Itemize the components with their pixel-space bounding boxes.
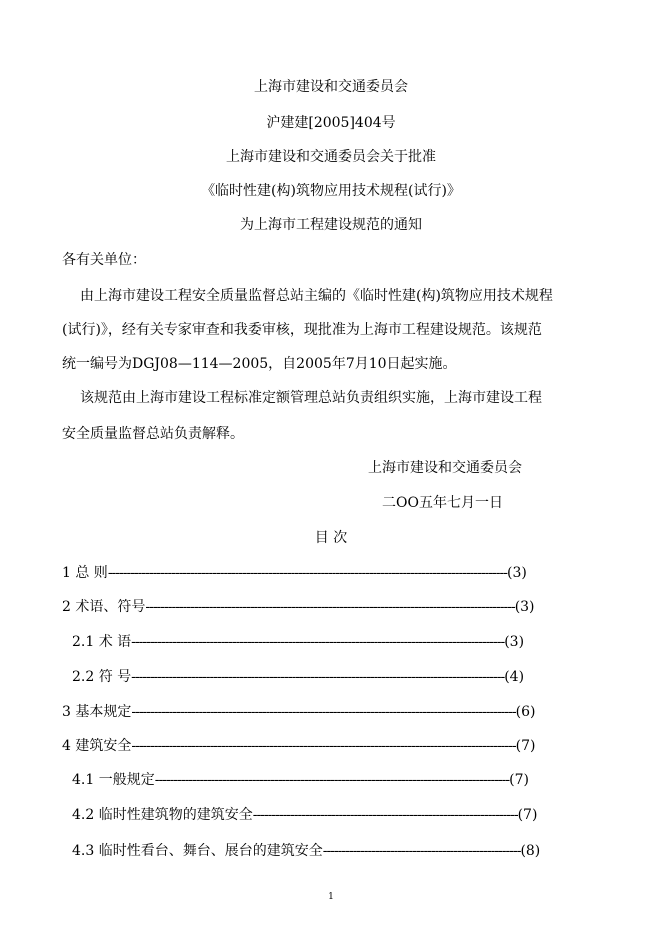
paragraph-2-line-1: 该规范由上海市建设工程标准定额管理总站负责组织实施，上海市建设工程 bbox=[80, 390, 542, 406]
salutation: 各有关单位： bbox=[62, 252, 146, 268]
title-line-1: 上海市建设和交通委员会关于批准 bbox=[226, 149, 436, 165]
toc-entry[interactable] bbox=[62, 702, 568, 722]
toc-entry[interactable] bbox=[72, 841, 562, 861]
toc-entry-label: 2 术语、符号 bbox=[62, 599, 146, 615]
toc-entry-label: 4.2 临时性建筑物的建筑安全 bbox=[72, 807, 253, 823]
paragraph-1-line-1: 由上海市建设工程安全质量监督总站主编的《临时性建(构)筑物应用技术规程 bbox=[80, 288, 553, 304]
toc-entry-page: (7) bbox=[515, 738, 536, 754]
paragraph-2-line-2: 安全质量监督总站负责解释。 bbox=[62, 426, 244, 442]
toc-entry-page: (3) bbox=[514, 599, 535, 615]
toc-entry[interactable] bbox=[72, 805, 562, 825]
toc-entry-label: 4.3 临时性看台、舞台、展台的建筑安全 bbox=[72, 843, 323, 859]
page-number: 1 bbox=[328, 892, 334, 902]
signature-org: 上海市建设和交通委员会 bbox=[368, 460, 522, 476]
toc-entry-page: (8) bbox=[520, 843, 541, 859]
toc-entry[interactable] bbox=[62, 736, 568, 756]
toc-entry-page: (7) bbox=[509, 772, 529, 788]
toc-entry-label: 2.2 符 号 bbox=[72, 669, 132, 685]
toc-heading: 目 次 bbox=[314, 530, 348, 546]
toc-entry-page: (7) bbox=[517, 807, 538, 823]
paragraph-1-line-2: (试行)》，经有关专家审查和我委审核，现批准为上海市工程建设规范。该规范 bbox=[62, 322, 542, 338]
toc-entry-label: 4 建筑安全 bbox=[62, 738, 132, 754]
toc-entry[interactable] bbox=[62, 597, 568, 617]
signature-date: 二OO五年七月一日 bbox=[382, 495, 503, 511]
toc-entry-page: (3) bbox=[506, 565, 527, 581]
issuer-heading: 上海市建设和交通委员会 bbox=[254, 79, 408, 95]
title-line-2: 《临时性建(构)筑物应用技术规程(试行)》 bbox=[201, 183, 461, 199]
toc-leader-dots: ----------------------------------------------------- bbox=[322, 843, 521, 859]
toc-leader-dots: ----------------------------------------------------------------------------------------------- bbox=[154, 772, 510, 788]
toc-entry-label: 3 基本规定 bbox=[62, 704, 132, 720]
title-line-3: 为上海市工程建设规范的通知 bbox=[240, 217, 422, 233]
toc-entry[interactable] bbox=[72, 632, 556, 652]
toc-entry[interactable] bbox=[72, 667, 556, 687]
toc-leader-dots: ----------------------------------------------------------------------------------------------------------- bbox=[107, 565, 507, 581]
toc-entry-page: (6) bbox=[515, 704, 536, 720]
toc-leader-dots: ------------------------------------------------------------------------------------------------------- bbox=[131, 738, 516, 754]
toc-entry-label: 1 总 则 bbox=[62, 565, 108, 581]
toc-leader-dots: ---------------------------------------------------------------------------------------------------- bbox=[131, 669, 505, 685]
toc-leader-dots: ------------------------------------------------------------------------------------------------------- bbox=[131, 704, 516, 720]
toc-leader-dots: ---------------------------------------------------------------------------------------------------- bbox=[131, 634, 505, 650]
toc-leader-dots: ----------------------------------------------------------------------- bbox=[252, 807, 518, 823]
paragraph-1-line-3: 统一编号为DGJ08—114—2005，自2005年7月10日起实施。 bbox=[62, 356, 457, 372]
toc-entry-label: 2.1 术 语 bbox=[72, 634, 132, 650]
toc-entry-label: 4.1 一般规定 bbox=[72, 772, 155, 788]
toc-leader-dots: --------------------------------------------------------------------------------------------------- bbox=[145, 599, 515, 615]
document-number: 沪建建[2005]404号 bbox=[266, 115, 396, 131]
toc-entry[interactable] bbox=[62, 563, 562, 583]
toc-entry-page: (3) bbox=[504, 634, 525, 650]
toc-entry-page: (4) bbox=[504, 669, 525, 685]
toc-entry[interactable] bbox=[72, 770, 562, 790]
